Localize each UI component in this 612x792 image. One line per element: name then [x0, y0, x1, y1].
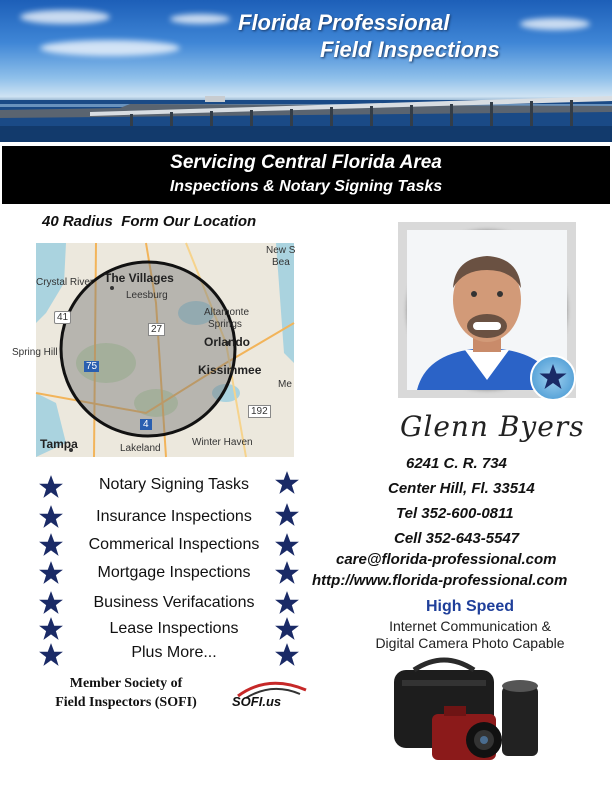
high-speed-heading: High Speed [425, 598, 514, 615]
service-item-mortgage: Mortgage Inspections [97, 564, 251, 581]
star-icon [38, 504, 64, 530]
sofi-logo [228, 676, 312, 712]
map-route-41: 41 [54, 311, 71, 324]
sofi-member-line2: Field Inspectors (SOFI) [55, 695, 197, 710]
address-line1: 6241 C. R. 734 [406, 455, 507, 472]
map-label-lakeland: Lakeland [120, 443, 161, 454]
star-icon [274, 470, 300, 496]
service-bar [2, 146, 610, 204]
radius-label: 40 Radius Form Our Location [42, 213, 257, 230]
service-item-lease: Lease Inspections [109, 620, 239, 637]
radius-circle [61, 262, 235, 436]
header-title-line2: Field Inspections [320, 37, 500, 62]
cell-phone: Cell 352-643-5547 [394, 530, 520, 547]
service-item-more: Plus More... [131, 644, 217, 661]
star-icon [274, 590, 300, 616]
map-label-villages: The Villages [104, 271, 174, 285]
star-icon [38, 616, 64, 642]
map-label-tampa: Tampa [40, 437, 78, 451]
header-banner [0, 0, 612, 142]
map-label-beach: Bea [272, 257, 290, 268]
service-area-map [12, 243, 296, 457]
service-subheading: Inspections & Notary Signing Tasks [169, 178, 443, 195]
telephone: Tel 352-600-0811 [396, 505, 514, 522]
capability-line2: Digital Camera Photo Capable [375, 635, 565, 651]
star-icon [38, 532, 64, 558]
star-icon [38, 474, 64, 500]
service-item-commercial: Commerical Inspections [88, 536, 260, 553]
camera-equipment-illustration [388, 656, 558, 768]
map-label-altamonte: Altamonte [204, 307, 250, 318]
map-route-4: 4 [140, 419, 152, 430]
website-link[interactable]: http://www.florida-professional.com [312, 572, 568, 589]
star-icon [274, 616, 300, 642]
star-icon [274, 532, 300, 558]
email-link[interactable]: care@florida-professional.com [336, 551, 557, 568]
star-icon [274, 560, 300, 586]
star-icon [274, 502, 300, 528]
map-route-75: 75 [86, 361, 98, 372]
header-title-line1: Florida Professional [238, 10, 450, 35]
star-icon [38, 560, 64, 586]
map-label-leesburg: Leesburg [126, 290, 168, 301]
sofi-membership [38, 674, 214, 712]
map-label-new-smyrna: New S [266, 245, 296, 256]
map-route-192: 192 [248, 405, 271, 418]
map-label-spring-hill: Spring Hill [12, 347, 58, 358]
capability-line1: Internet Communication & [389, 618, 551, 634]
service-item-business: Business Verifacations [93, 594, 255, 611]
map-label-springs: Springs [208, 319, 242, 330]
service-item-notary: Notary Signing Tasks [99, 476, 249, 493]
map-label-melbourne: Me [278, 379, 292, 390]
sofi-member-line1: Member Society of [69, 676, 183, 691]
service-area-heading: Servicing Central Florida Area [170, 152, 442, 173]
map-label-orlando: Orlando [204, 335, 251, 349]
map-route-27: 27 [148, 323, 165, 336]
map-label-river: Crystal River [36, 277, 94, 288]
star-icon [38, 590, 64, 616]
star-icon [38, 642, 64, 668]
sofi-logo-text: SOFI.us [232, 694, 282, 709]
service-item-insurance: Insurance Inspections [96, 508, 252, 525]
badge-star-icon [530, 355, 576, 401]
address-line2: Center Hill, Fl. 33514 [388, 480, 535, 497]
person-name: Glenn Byers [400, 410, 585, 443]
map-label-kissimmee: Kissimmee [198, 363, 262, 377]
map-label-winter-haven: Winter Haven [192, 437, 253, 448]
star-icon [274, 642, 300, 668]
